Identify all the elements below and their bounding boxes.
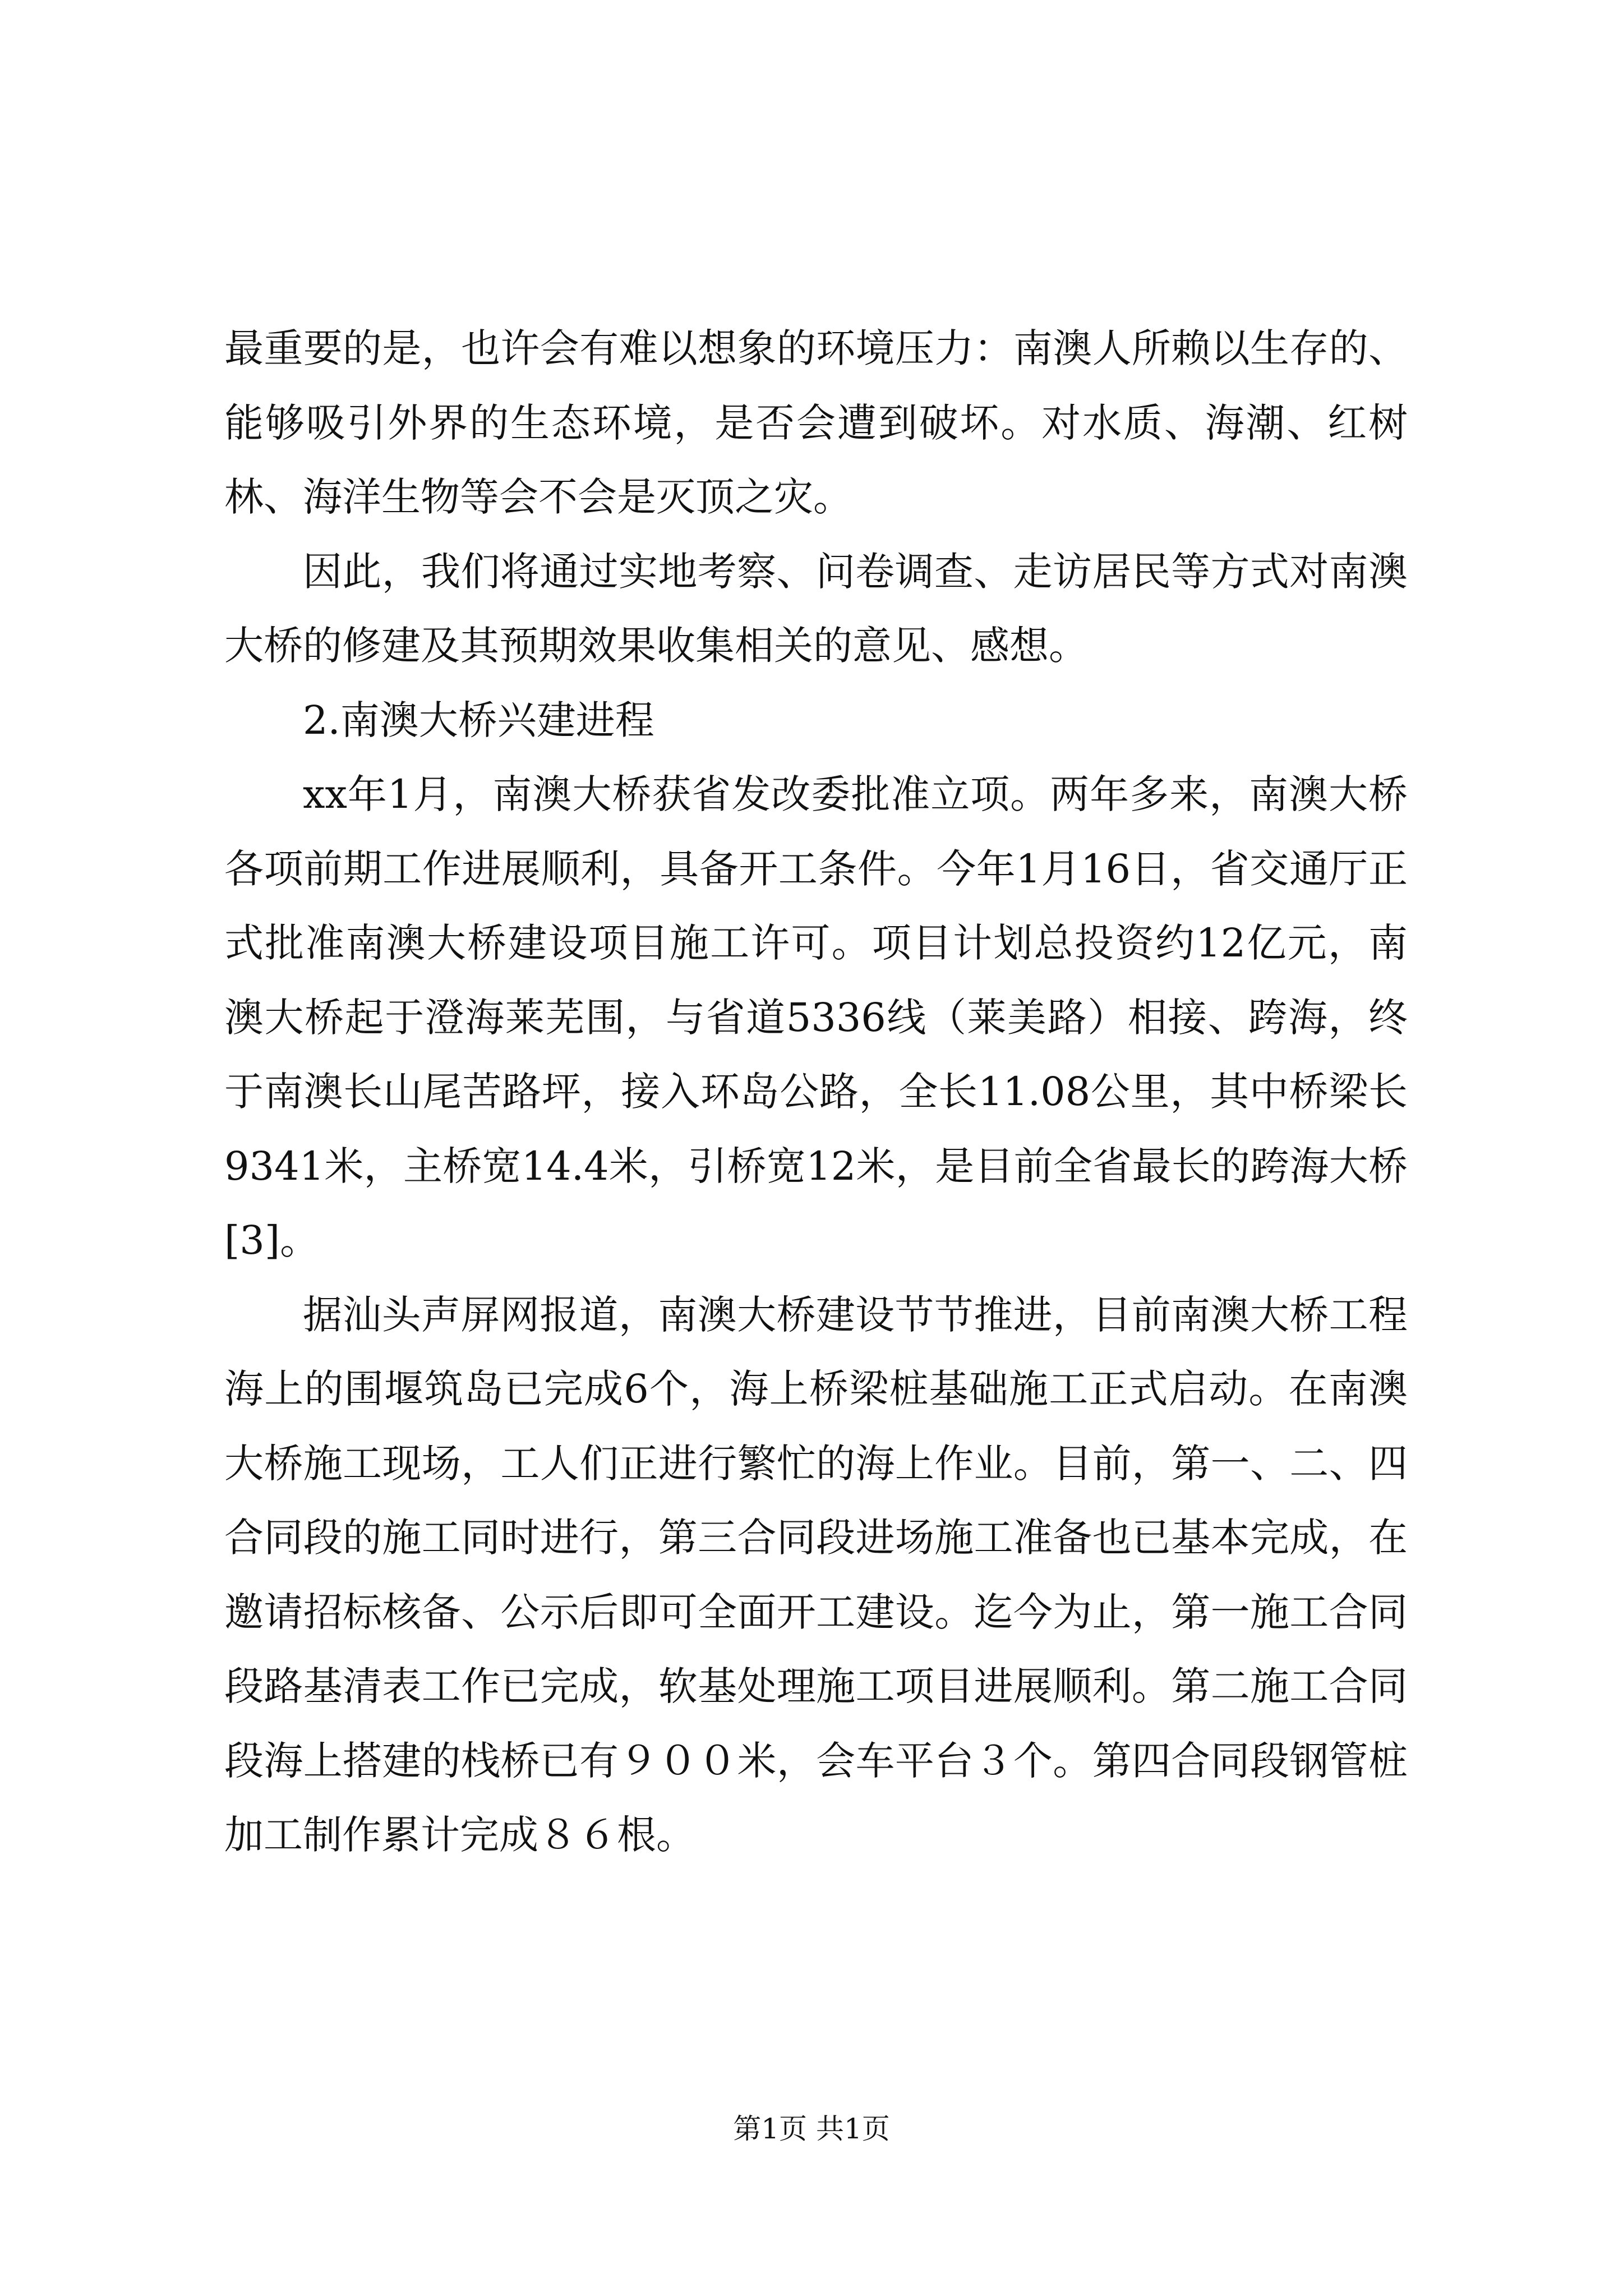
section-heading: 2.南澳大桥兴建进程 [303,697,654,743]
paragraph-environment: 最重要的是，也许会有难以想象的环境压力：南澳人所赖以生存的、能够吸引外界的生态环境，是否会遭到破坏。对水质、海潮、红树林、海洋生物等会不会是灭顶之灾。 [224,325,1408,520]
paragraph-project-approval: xx年1月，南澳大桥获省发改委批准立项。两年多来，南澳大桥各项前期工作进展顺利，具备开工条件。今年1月16日，省交通厅正式批准南澳大桥建设项目施工许可。项目计划总投资约12亿元，南澳大桥起于澄海莱芜围，与省道5336线（莱美路）相接、跨海，终于南澳长山尾苦路坪，接入环岛公路，全长11.08公里，其中桥梁长9341米，主桥宽14.4米，引桥宽12米，是目前全省最长的跨海大桥[3]。 [224,771,1408,1263]
paragraph-survey-method: 因此，我们将通过实地考察、问卷调查、走访居民等方式对南澳大桥的修建及其预期效果收集相关的意见、感想。 [224,548,1408,669]
paragraph-construction-progress: 据汕头声屏网报道，南澳大桥建设节节推进，目前南澳大桥工程海上的围堰筑岛已完成6个，海上桥梁桩基础施工正式启动。在南澳大桥施工现场，工人们正进行繁忙的海上作业。目前，第一、二、四合同段的施工同时进行，第三合同段进场施工准备也已基本完成，在邀请招标核备、公示后即可全面开工建设。迄今为止，第一施工合同段路基清表工作已完成，软基处理施工项目进展顺利。第二施工合同段海上搭建的栈桥已有９００米，会车平台３个。第四合同段钢管桩加工制作累计完成８６根。 [224,1291,1408,1858]
page-footer: 第1页 共1页 [733,2113,890,2145]
document-body [224,311,1408,1872]
